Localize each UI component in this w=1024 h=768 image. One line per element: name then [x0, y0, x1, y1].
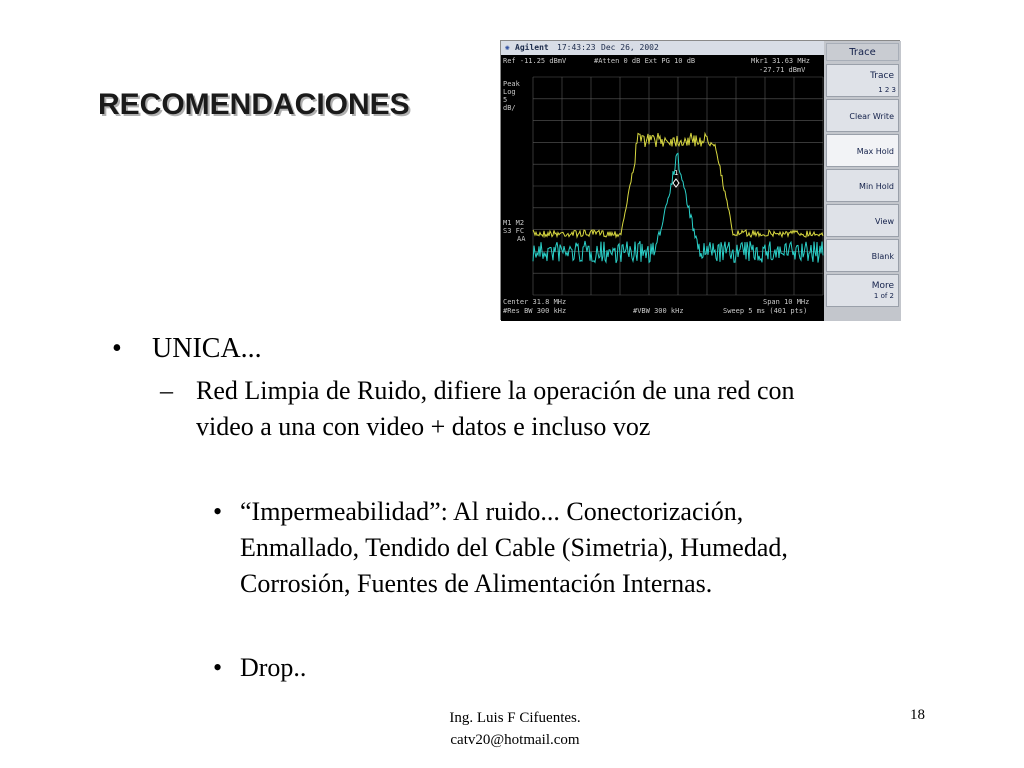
softkey-view[interactable]: View — [826, 204, 899, 237]
softkey-more[interactable]: More 1 of 2 — [826, 274, 899, 307]
softkey-panel — [824, 41, 901, 321]
attenuation: #Atten 0 dB Ext PG 10 dB — [594, 57, 696, 65]
analyzer-display — [501, 55, 824, 321]
trace-mode-2: S3 FC — [503, 227, 525, 235]
resolution-bandwidth: #Res BW 300 kHz — [503, 307, 567, 315]
analyzer-date: Dec 26, 2002 — [601, 43, 659, 52]
bullet-marker: • — [112, 333, 122, 364]
span: Span 10 MHz — [763, 298, 810, 306]
bullet-text-unica: UNICA... — [152, 333, 262, 364]
trace-mode-3: AA — [517, 235, 526, 243]
softkey-max-hold[interactable]: Max Hold — [826, 134, 899, 167]
marker-frequency: Mkr1 31.63 MHz — [751, 57, 811, 65]
footer-author: Ing. Luis F Cifuentes. — [449, 710, 581, 726]
bullet-marker: • — [213, 653, 223, 682]
scale-log: Log — [503, 88, 516, 96]
slide-title: RECOMENDACIONES — [98, 88, 410, 121]
dash-marker: – — [160, 376, 173, 405]
bullet-text-drop: Drop.. — [240, 653, 307, 682]
sweep-time: Sweep 5 ms (401 pts) — [723, 307, 808, 315]
ref-level: Ref -11.25 dBmV — [503, 57, 567, 65]
agilent-logo-icon: ✺ — [505, 43, 510, 52]
graticule — [533, 77, 823, 295]
footer-email: catv20@hotmail.com — [450, 732, 580, 748]
page-number: 18 — [910, 707, 925, 723]
scale-unit: dB/ — [503, 104, 516, 112]
softkey-blank[interactable]: Blank — [826, 239, 899, 272]
analyzer-time: 17:43:23 — [557, 43, 596, 52]
bullet-text-red-limpia: Red Limpia de Ruido, difiere la operación de una red con video a una con video + datos e incluso voz — [196, 376, 795, 441]
bullet-marker: • — [213, 497, 223, 526]
softkey-menu-title: Trace — [826, 43, 899, 61]
softkey-trace[interactable]: Trace 1 2 3 — [826, 64, 899, 97]
trace-mode-1: M1 M2 — [503, 219, 525, 227]
analyzer-brand: Agilent — [515, 43, 549, 52]
marker-number: 1 — [674, 169, 679, 177]
spectrum-analyzer-screenshot — [500, 40, 900, 320]
bullet-text-impermeabilidad: “Impermeabilidad”: Al ruido... Conectorización, Enmallado, Tendido del Cable (Simetria), Humedad, Corrosión, Fuentes de Alimentación Internas. — [240, 497, 788, 598]
center-frequency: Center 31.8 MHz — [503, 298, 567, 306]
softkey-min-hold[interactable]: Min Hold — [826, 169, 899, 202]
softkey-clear-write[interactable]: Clear Write — [826, 99, 899, 132]
slide-footer — [390, 707, 640, 751]
analyzer-status-bar — [501, 41, 824, 55]
detector-peak: Peak — [503, 80, 520, 88]
spectrum-plot — [501, 55, 824, 321]
scale-division: 5 — [503, 96, 508, 104]
marker-amplitude: -27.71 dBmV — [759, 66, 806, 74]
video-bandwidth: #VBW 300 kHz — [633, 307, 684, 315]
